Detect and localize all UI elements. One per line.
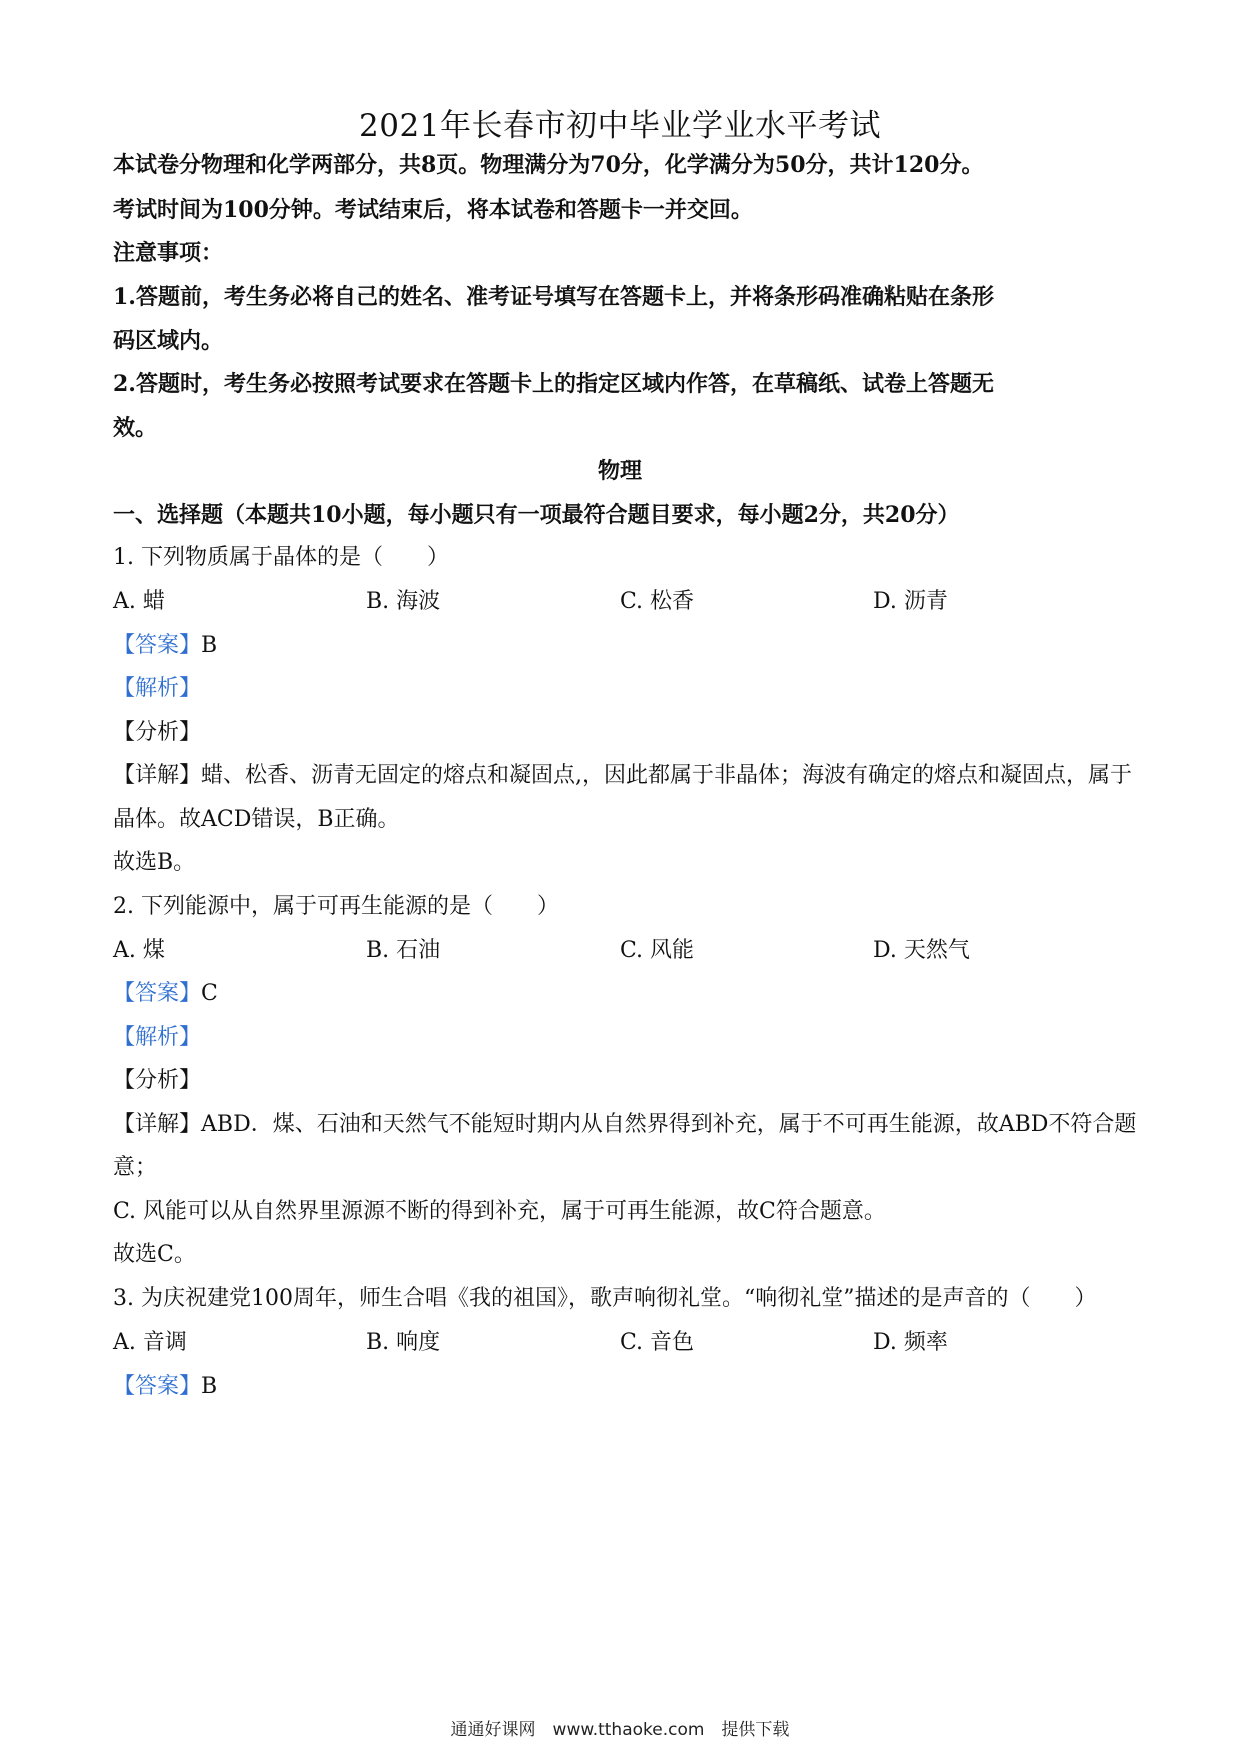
question-1-option-c: C. 松香 bbox=[620, 589, 695, 614]
section-heading: 一、选择题（本题共10小题，每小题只有一项最符合题目要求，每小题2分，共20分） bbox=[113, 502, 960, 528]
note-2-line-1: 2.答题时，考生务必按照考试要求在答题卡上的指定区域内作答，在草稿纸、试卷上答题无 bbox=[113, 371, 994, 397]
answer-value: C bbox=[201, 981, 218, 1006]
notice-heading: 注意事项： bbox=[113, 240, 224, 266]
question-2-option-a: A. 煤 bbox=[113, 938, 165, 963]
note-1-line-1: 1.答题前，考生务必将自己的姓名、准考证号填写在答题卡上，并将条形码准确粘贴在条形 bbox=[113, 284, 994, 310]
exam-title: 2021年长春市初中毕业学业水平考试 bbox=[359, 108, 881, 144]
detail-tag: 【详解】 bbox=[113, 763, 202, 788]
question-2-analysis-tag: 【解析】 bbox=[113, 1025, 202, 1050]
question-2-conclusion: 故选C。 bbox=[113, 1242, 196, 1267]
question-2-fenxi-tag: 【分析】 bbox=[113, 1068, 202, 1093]
note-1-line-2: 码区域内。 bbox=[113, 328, 224, 354]
question-1-option-a: A. 蜡 bbox=[113, 589, 165, 614]
question-3-option-a: A. 音调 bbox=[113, 1330, 187, 1355]
detail-text: 蜡、松香、沥青无固定的熔点和凝固点,，因此都属于非晶体；海波有确定的熔点和凝固点，属于 bbox=[201, 763, 1133, 788]
question-2-detail-line-3: C. 风能可以从自然界里源源不断的得到补充，属于可再生能源，故C符合题意。 bbox=[113, 1199, 886, 1224]
question-1-stem: 1. 下列物质属于晶体的是（ ） bbox=[113, 545, 449, 570]
answer-tag: 【答案】 bbox=[113, 1374, 202, 1399]
question-3-stem: 3. 为庆祝建党100周年，师生合唱《我的祖国》，歌声响彻礼堂。“响彻礼堂”描述的是声音的（ ） bbox=[113, 1286, 1097, 1311]
question-2-option-d: D. 天然气 bbox=[873, 938, 970, 963]
question-3-option-c: C. 音色 bbox=[620, 1330, 695, 1355]
question-3-option-d: D. 频率 bbox=[873, 1330, 948, 1355]
question-1-fenxi-tag: 【分析】 bbox=[113, 720, 202, 745]
intro-line-2: 考试时间为100分钟。考试结束后，将本试卷和答题卡一并交回。 bbox=[113, 197, 753, 223]
question-1-option-d: D. 沥青 bbox=[873, 589, 948, 614]
question-2-answer bbox=[113, 979, 1133, 1009]
question-2-stem: 2. 下列能源中，属于可再生能源的是（ ） bbox=[113, 894, 559, 919]
question-1-option-b: B. 海波 bbox=[366, 589, 441, 614]
question-2-options bbox=[113, 936, 1133, 966]
question-1-detail-line-1 bbox=[113, 761, 1133, 791]
question-3-options bbox=[113, 1328, 1133, 1358]
detail-text: ABD．煤、石油和天然气不能短时期内从自然界得到补充，属于不可再生能源，故ABD不符合题 bbox=[201, 1112, 1137, 1137]
question-1-options bbox=[113, 587, 1133, 617]
question-1-conclusion: 故选B。 bbox=[113, 850, 196, 875]
note-2-line-2: 效。 bbox=[113, 415, 158, 441]
detail-tag: 【详解】 bbox=[113, 1112, 202, 1137]
question-3-option-b: B. 响度 bbox=[366, 1330, 441, 1355]
answer-value: B bbox=[201, 1374, 218, 1399]
answer-tag: 【答案】 bbox=[113, 981, 202, 1006]
question-3-answer bbox=[113, 1372, 1133, 1402]
answer-tag: 【答案】 bbox=[113, 633, 202, 658]
question-1-answer bbox=[113, 631, 1133, 661]
subject-heading: 物理 bbox=[597, 458, 642, 484]
question-1-detail-line-2: 晶体。故ACD错误，B正确。 bbox=[113, 807, 400, 832]
page-footer: 通通好课网 www.tthaoke.com 提供下载 bbox=[450, 1720, 790, 1740]
question-2-detail-line-1 bbox=[113, 1110, 1137, 1140]
question-2-option-b: B. 石油 bbox=[366, 938, 441, 963]
question-1-analysis-tag: 【解析】 bbox=[113, 676, 202, 701]
question-2-detail-line-2: 意； bbox=[113, 1155, 158, 1180]
question-2-option-c: C. 风能 bbox=[620, 938, 695, 963]
intro-line-1: 本试卷分物理和化学两部分，共8页。物理满分为70分，化学满分为50分，共计120分。 bbox=[113, 152, 984, 178]
answer-value: B bbox=[201, 633, 218, 658]
